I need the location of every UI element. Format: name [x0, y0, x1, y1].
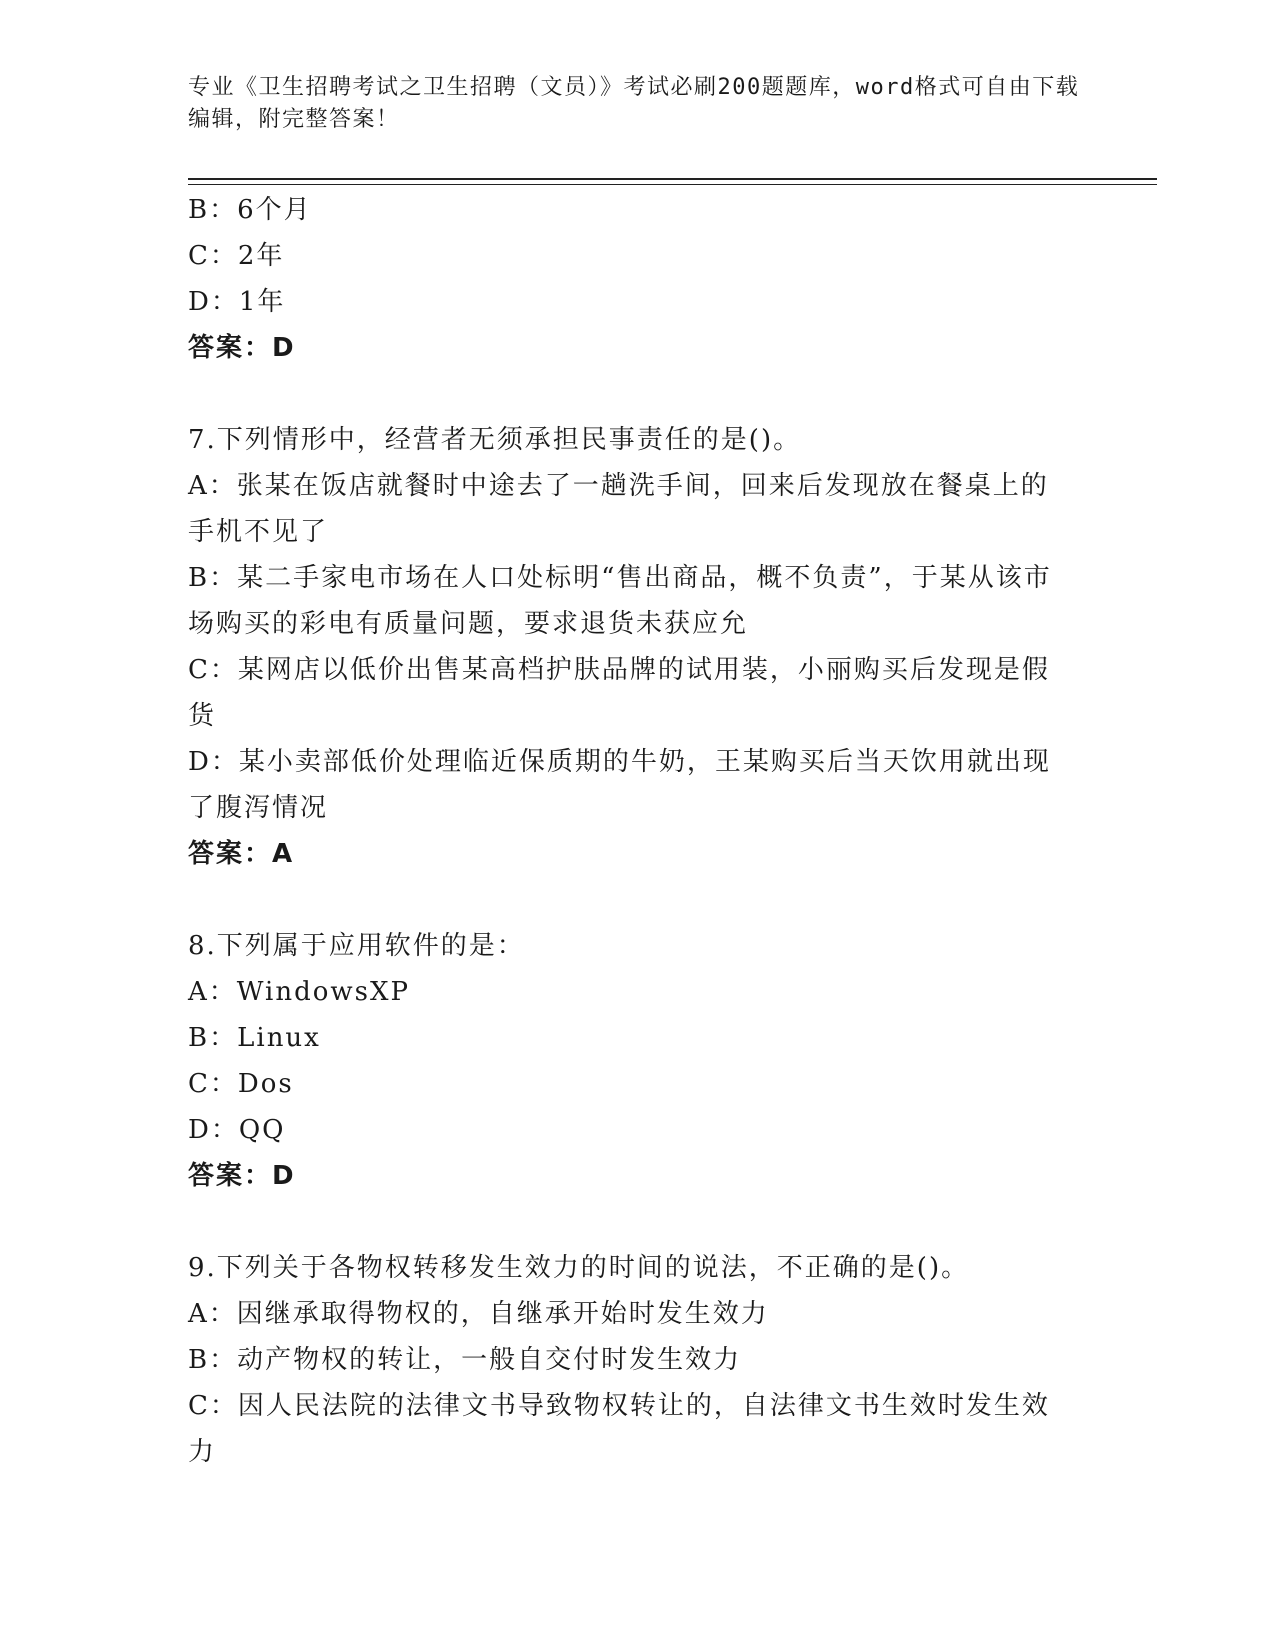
- spacer: [188, 877, 1068, 923]
- question-stem: 9.下列关于各物权转移发生效力的时间的说法，不正确的是()。: [188, 1253, 970, 1283]
- option-b: B：动产物权的转让，一般自交付时发生效力: [188, 1345, 742, 1375]
- spacer: [188, 1199, 1068, 1245]
- option-c: C：2年: [188, 241, 285, 271]
- option-c: C：因人民法院的法律文书导致物权转让的，自法律文书生效时发生效力: [188, 1391, 1050, 1467]
- document-body: [188, 187, 1068, 1475]
- answer-line: 答案：A: [188, 839, 295, 869]
- answer-line: 答案：D: [188, 1161, 296, 1191]
- document-header: 专业《卫生招聘考试之卫生招聘（文员）》考试必刷200题题库，word格式可自由下载编辑，附完整答案！: [188, 75, 1080, 132]
- question-stem: 8.下列属于应用软件的是：: [188, 931, 525, 961]
- answer-line: 答案：D: [188, 333, 296, 363]
- option-a: A：WindowsXP: [188, 977, 411, 1007]
- option-c: C：Dos: [188, 1069, 294, 1099]
- header-rule-thin: [188, 184, 1157, 185]
- option-d: D：某小卖部低价处理临近保质期的牛奶，王某购买后当天饮用就出现了腹泻情况: [188, 747, 1051, 823]
- option-b: B：Linux: [188, 1023, 321, 1053]
- option-b: B：某二手家电市场在人口处标明“售出商品，概不负责”，于某从该市场购买的彩电有质量问题，要求退货未获应允: [188, 563, 1052, 639]
- option-a: A：张某在饭店就餐时中途去了一趟洗手间，回来后发现放在餐桌上的手机不见了: [188, 471, 1049, 547]
- spacer: [188, 371, 1068, 417]
- question-stem: 7.下列情形中，经营者无须承担民事责任的是()。: [188, 425, 802, 455]
- option-d: D：QQ: [188, 1115, 286, 1145]
- option-b: B：6个月: [188, 195, 312, 225]
- header-rule-thick: [188, 178, 1157, 180]
- option-d: D：1年: [188, 287, 286, 317]
- option-c: C：某网店以低价出售某高档护肤品牌的试用装，小丽购买后发现是假货: [188, 655, 1050, 731]
- option-a: A：因继承取得物权的，自继承开始时发生效力: [188, 1299, 769, 1329]
